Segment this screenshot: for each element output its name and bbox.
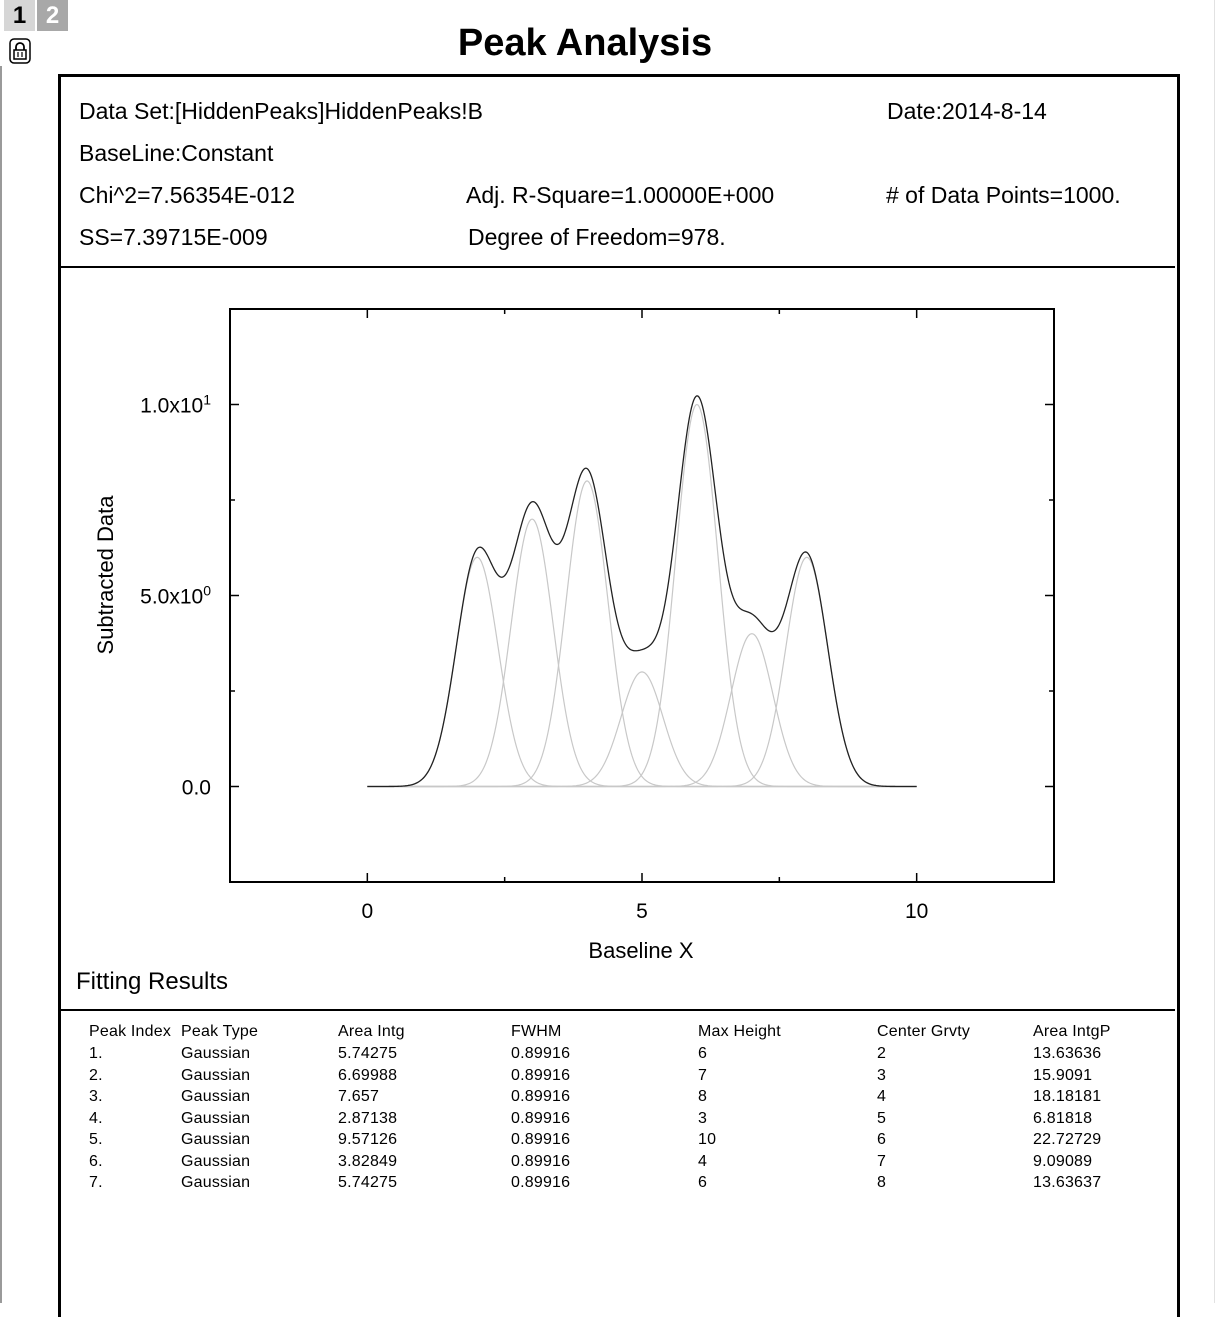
table-cell: 4 xyxy=(698,1152,708,1170)
table-cell: 1. xyxy=(89,1045,103,1062)
page-tab-2[interactable]: 2 xyxy=(37,0,68,31)
fitted-peak-2 xyxy=(367,519,916,786)
table-cell: 0.89916 xyxy=(511,1174,571,1191)
fitted-peak-5 xyxy=(367,405,916,787)
axis-ticks xyxy=(230,309,1054,882)
x-axis-label: Baseline X xyxy=(588,938,694,963)
y-tick-label: 0.0 xyxy=(181,776,211,800)
table-cell: 0.89916 xyxy=(511,1066,571,1084)
sum-curve xyxy=(367,396,916,787)
table-cell: 18.18181 xyxy=(1033,1088,1102,1105)
table-cell: 3 xyxy=(698,1109,708,1127)
table-cell: 0.89916 xyxy=(511,1131,571,1148)
ss-label: SS=7.39715E-009 xyxy=(79,224,268,250)
table-cell: Gaussian xyxy=(181,1045,251,1062)
table-cell: 5. xyxy=(89,1131,103,1148)
table-cell: 10 xyxy=(698,1131,717,1148)
table-cell: Gaussian xyxy=(181,1088,251,1105)
page-tab-1[interactable]: 1 xyxy=(4,0,35,31)
table-cell: 9.57126 xyxy=(338,1131,398,1148)
table-cell: 6 xyxy=(877,1131,887,1148)
table-cell: 6 xyxy=(698,1174,708,1191)
table-cell: 22.72729 xyxy=(1033,1131,1102,1148)
table-cell: Gaussian xyxy=(181,1066,251,1084)
y-axis-label: Subtracted Data xyxy=(93,495,118,655)
table-cell: 7 xyxy=(698,1066,708,1084)
dof-label: Degree of Freedom=978. xyxy=(468,224,726,250)
table-cell: 3 xyxy=(877,1066,887,1084)
table-cell: Gaussian xyxy=(181,1174,251,1191)
column-header: Peak Type xyxy=(181,1023,259,1040)
table-cell: 0.89916 xyxy=(511,1152,571,1170)
y-tick-label: $5.0x10^0$ xyxy=(140,582,211,609)
y-tick-label: $1.0x10^1$ xyxy=(140,391,211,418)
x-tick-label: 10 xyxy=(904,900,929,923)
table-cell: Gaussian xyxy=(181,1131,251,1148)
data-points-label: # of Data Points=1000. xyxy=(886,182,1121,208)
table-cell: 5.74275 xyxy=(338,1174,398,1191)
table-cell: 3.82849 xyxy=(338,1152,398,1170)
table-cell: 3. xyxy=(89,1088,103,1105)
fitting-results-label: Fitting Results xyxy=(76,968,229,995)
baseline-label: BaseLine:Constant xyxy=(79,140,274,166)
fitted-peak-6 xyxy=(367,634,916,787)
column-header: FWHM xyxy=(511,1023,562,1040)
table-cell: 2 xyxy=(877,1045,887,1062)
table-cell: 6.81818 xyxy=(1033,1109,1093,1127)
table-cell: 6. xyxy=(89,1152,103,1170)
table-cell: Gaussian xyxy=(181,1109,251,1127)
data-set-label: Data Set:[HiddenPeaks]HiddenPeaks!B xyxy=(79,98,484,124)
date-label: Date:2014-8-14 xyxy=(887,98,1047,124)
column-header: Peak Index xyxy=(89,1023,172,1040)
column-header: Max Height xyxy=(698,1023,781,1040)
table-cell: 8 xyxy=(698,1088,708,1105)
fitted-peaks xyxy=(367,405,916,787)
table-cell: 7. xyxy=(89,1174,103,1191)
results-divider xyxy=(61,1009,1175,1011)
table-cell: 15.9091 xyxy=(1033,1066,1093,1084)
table-cell: 2. xyxy=(89,1066,103,1084)
table-cell: 4 xyxy=(877,1088,887,1105)
table-cell: 0.89916 xyxy=(511,1109,571,1127)
table-cell: 0.89916 xyxy=(511,1045,571,1062)
table-cell: 2.87138 xyxy=(338,1109,398,1127)
table-cell: 9.09089 xyxy=(1033,1152,1093,1170)
table-cell: 7 xyxy=(877,1152,887,1170)
table-cell: 6 xyxy=(698,1045,708,1062)
column-header: Area IntgP xyxy=(1033,1023,1111,1040)
table-cell: 5 xyxy=(877,1109,887,1127)
table-cell: 4. xyxy=(89,1109,103,1127)
x-tick-label: 0 xyxy=(361,900,374,923)
report-title: Peak Analysis xyxy=(457,22,713,64)
table-cell: Gaussian xyxy=(181,1152,251,1170)
table-cell: 13.63637 xyxy=(1033,1174,1102,1191)
table-cell: 13.63636 xyxy=(1033,1045,1102,1062)
plot-frame xyxy=(230,309,1054,882)
table-cell: 5.74275 xyxy=(338,1045,398,1062)
table-cell: 8 xyxy=(877,1174,887,1191)
table-cell: 7.657 xyxy=(338,1088,380,1105)
adj-r-square-label: Adj. R-Square=1.00000E+000 xyxy=(466,182,775,208)
table-cell: 0.89916 xyxy=(511,1088,571,1105)
chi-square-label: Chi^2=7.56354E-012 xyxy=(79,182,296,208)
table-cell: 6.69988 xyxy=(338,1066,398,1084)
axis-tick-labels xyxy=(140,392,928,924)
column-header: Center Grvty xyxy=(877,1023,971,1040)
fitted-peak-3 xyxy=(367,481,916,787)
column-header: Area Intg xyxy=(338,1023,405,1040)
x-tick-label: 5 xyxy=(636,900,648,923)
